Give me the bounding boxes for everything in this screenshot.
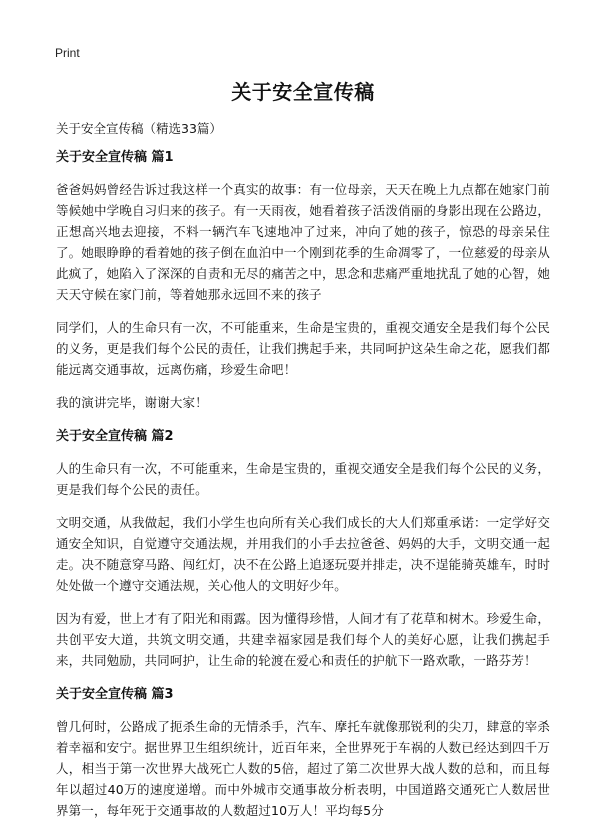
- paragraph: 人的生命只有一次，不可能重来，生命是宝贵的，重视交通安全是我们每个公民的义务，更是我们每个公民的责任。: [56, 461, 550, 497]
- paragraph: 文明交通，从我做起，我们小学生也向所有关心我们成长的大人们郑重承诺：一定学好交通安全知识，自觉遵守交通法规，并用我们的小手去拉爸爸、妈妈的大手，文明交通一起走。决不随意穿马路、闯红灯，决不在公路上追逐玩耍并排走，决不逞能骑英雄车，时时处处做一个遵守交通法规，关心他人的文明好少年。: [56, 515, 550, 593]
- section-heading: 关于安全宣传稿 篇1: [56, 150, 174, 165]
- section-heading: 关于安全宣传稿 篇3: [56, 687, 174, 702]
- paragraph: 曾几何时，公路成了扼杀生命的无情杀手，汽车、摩托车就像那锐利的尖刀，肆意的宰杀着幸福和安宁。据世界卫生组织统计，近百年来，全世界死于车祸的人数已经达到四千万人，相当于第一次世界大战死亡人数的5倍，超过了第二次世界大战人数的总和，而且每年以超过40万的速度递增。而中外城市交通事故分析表明，中国道路交通死亡人数居世界第一，每年死于交通事故的人数超过10万人！平均每5分: [56, 719, 550, 818]
- paragraph: 因为有爱，世上才有了阳光和雨露。因为懂得珍惜，人间才有了花草和树木。珍爱生命，共创平安大道，共筑文明交通，共建幸福家园是我们每个人的美好心愿，让我们携起手来，共同勉励，共同呵护，让生命的轮渡在爱心和责任的护航下一路欢歌，一路芬芳！: [56, 611, 550, 668]
- document-content: [56, 148, 550, 833]
- document-title: 关于安全宣传稿: [231, 80, 375, 104]
- document-subtitle: 关于安全宣传稿（精选33篇）: [56, 121, 222, 136]
- section-1: [56, 148, 550, 413]
- section-heading: 关于安全宣传稿 篇2: [56, 429, 174, 444]
- paragraph: 爸爸妈妈曾经告诉过我这样一个真实的故事：有一位母亲，天天在晚上九点都在她家门前等候她中学晚自习归来的孩子。有一天雨夜，她看着孩子活泼俏丽的身影出现在公路边，正想高兴地去迎接，不料一辆汽车飞速地冲了过来，冲向了她的孩子，惊恐的母亲呆住了。她眼睁睁的看着她的孩子倒在血泊中一个刚到花季的生命凋零了，一位慈爱的母亲从此疯了，她陷入了深深的自责和无尽的痛苦之中，思念和悲痛严重地扰乱了她的心智，她天天守候在家门前，等着她那永远回不来的孩子: [56, 182, 550, 302]
- section-3: [56, 685, 550, 821]
- print-link[interactable]: Print: [55, 46, 80, 60]
- paragraph: 同学们，人的生命只有一次，不可能重来，生命是宝贵的，重视交通安全是我们每个公民的义务，更是我们每个公民的责任，让我们携起手来，共同呵护这朵生命之花，愿我们都能远离交通事故，远离伤痛，珍爱生命吧！: [56, 320, 550, 377]
- section-2: [56, 427, 550, 671]
- paragraph: 我的演讲完毕，谢谢大家！: [56, 395, 208, 410]
